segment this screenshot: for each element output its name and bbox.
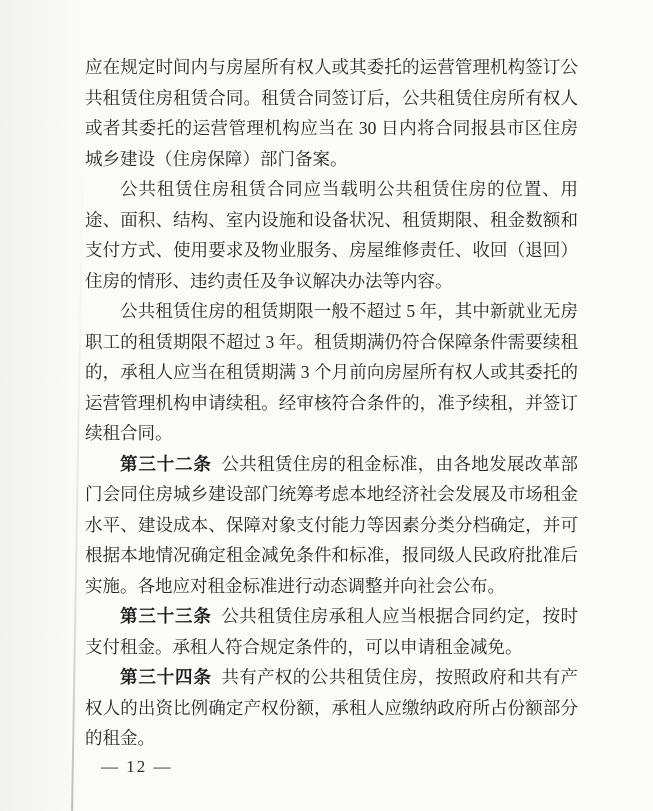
paragraph xyxy=(85,601,578,662)
paragraph-text: 公共租赁住房租赁合同应当载明公共租赁住房的位置、用途、面积、结构、室内设施和设备状况、租赁期限、租金数额和支付方式、使用要求及物业服务、房屋维修责任、收回（退回）住房的情形、违约责任及争议解决办法等内容。 xyxy=(85,179,578,291)
paragraph-text: 公共租赁住房承租人应当根据合同约定，按时支付租金。承租人符合规定条件的，可以申请租金减免。 xyxy=(85,606,579,657)
paragraph-text: 公共租赁住房的租金标准，由各地发展改革部门会同住房城乡建设部门统筹考虑本地经济社会发展及市场租金水平、建设成本、保障对象支付能力等因素分类分档确定，并可根据本地情况确定租金减免条件和标准，报同级人民政府批准后实施。各地应对租金标准进行动态调整并向社会公布。 xyxy=(85,453,579,596)
scan-left-edge-shadow xyxy=(0,0,84,811)
paragraph-text: 公共租赁住房的租赁期限一般不超过 5 年，其中新就业无房职工的租赁期限不超过 3 年。租赁期满仍符合保障条件需要续租的，承租人应当在租赁期满 3 个月前向房屋所有权人或其委托的运营管理机构申请续租。经审核符合条件的，准予续租，并签订续租合同。 xyxy=(85,301,578,443)
paragraph xyxy=(85,52,578,174)
paragraph-text: 应在规定时间内与房屋所有权人或其委托的运营管理机构签订公共租赁住房租赁合同。租赁合同签订后，公共租赁住房所有权人或者其委托的运营管理机构应当在 30 日内将合同报县市区住房城乡建设（住房保障）部门备案。 xyxy=(85,57,578,169)
page-number: — 12 — xyxy=(101,757,173,776)
paragraph xyxy=(85,296,578,449)
paragraph xyxy=(85,174,578,296)
article-number: 第三十四条 xyxy=(120,667,212,687)
article-number: 第三十二条 xyxy=(120,453,212,474)
article-number: 第三十三条 xyxy=(120,606,212,626)
paragraph xyxy=(85,449,578,602)
paragraph-text: 共有产权的公共租赁住房，按照政府和共有产权人的出资比例确定产权份额，承租人应缴纳政府所占份额部分的租金。 xyxy=(85,667,579,748)
document-body xyxy=(85,52,578,754)
paragraph xyxy=(85,662,578,754)
